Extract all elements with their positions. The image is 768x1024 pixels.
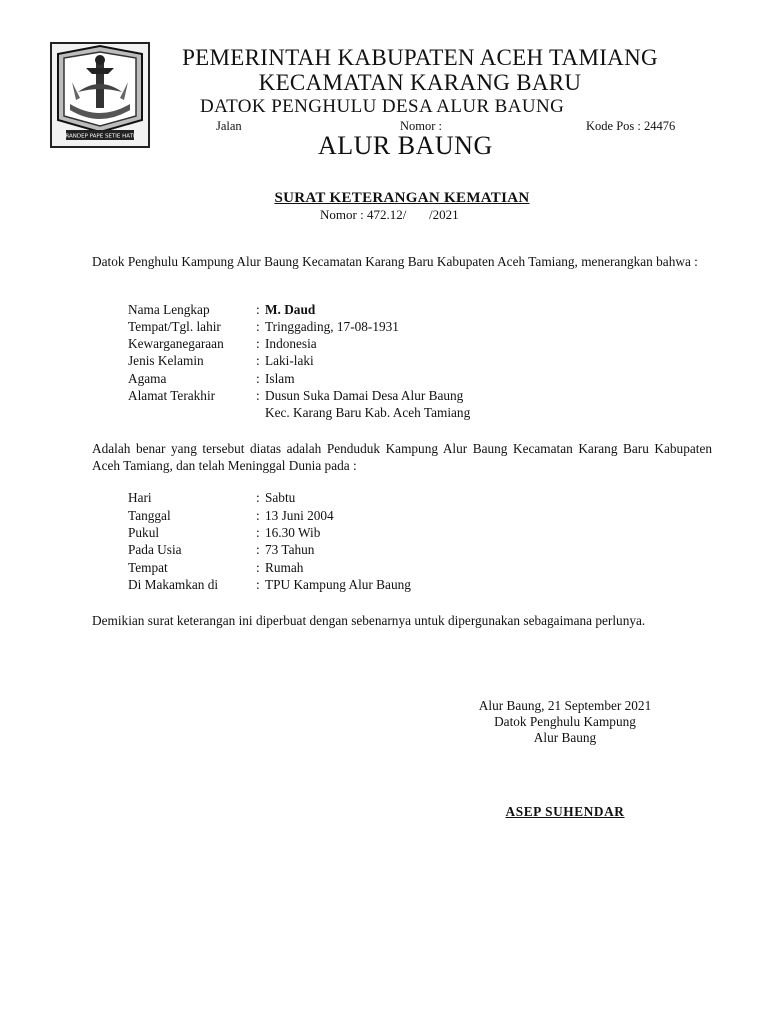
field-label: Tanggal bbox=[128, 508, 171, 523]
field-value-line2: Kec. Karang Baru Kab. Aceh Tamiang bbox=[265, 405, 471, 420]
header-government: PEMERINTAH KABUPATEN ACEH TAMIANG bbox=[182, 45, 658, 70]
field-value: 16.30 Wib bbox=[265, 525, 321, 540]
field-label: Di Makamkan di bbox=[128, 577, 219, 592]
field-value: M. Daud bbox=[265, 302, 316, 317]
field-separator: : bbox=[256, 490, 260, 505]
field-separator: : bbox=[256, 336, 260, 351]
field-label: Pada Usia bbox=[128, 542, 182, 557]
field-separator: : bbox=[256, 302, 260, 317]
field-label: Agama bbox=[128, 371, 167, 386]
intro-paragraph: Datok Penghulu Kampung Alur Baung Kecamatan Karang Baru Kabupaten Aceh Tamiang, menerangkan bahwa : bbox=[92, 254, 698, 269]
header-village-head: DATOK PENGHULU DESA ALUR BAUNG bbox=[200, 96, 565, 117]
field-separator: : bbox=[256, 525, 260, 540]
field-separator: : bbox=[256, 319, 260, 334]
document-title: SURAT KETERANGAN KEMATIAN bbox=[274, 190, 530, 206]
field-separator: : bbox=[256, 353, 260, 368]
field-label: Tempat/Tgl. lahir bbox=[128, 319, 221, 334]
aceh-tamiang-emblem bbox=[50, 42, 150, 148]
signature-place-date: Alur Baung, 21 September 2021 bbox=[478, 698, 652, 713]
field-value: Islam bbox=[265, 371, 295, 386]
emblem-motto: RANDEP PAPE SETIE HATI bbox=[65, 133, 135, 140]
header-district: KECAMATAN KARANG BARU bbox=[258, 70, 582, 95]
field-label: Nama Lengkap bbox=[128, 302, 210, 317]
signature-place: Alur Baung bbox=[533, 730, 597, 745]
field-label: Tempat bbox=[128, 560, 168, 575]
field-label: Alamat Terakhir bbox=[128, 388, 216, 403]
field-separator: : bbox=[256, 508, 260, 523]
field-value: TPU Kampung Alur Baung bbox=[265, 577, 411, 592]
field-separator: : bbox=[256, 388, 260, 403]
field-value: Dusun Suka Damai Desa Alur Baung bbox=[265, 388, 464, 403]
field-value: Tringgading, 17-08-1931 bbox=[265, 319, 399, 334]
header-village-name: ALUR BAUNG bbox=[318, 131, 493, 160]
signatory-name: ASEP SUHENDAR bbox=[505, 804, 625, 819]
field-value: Sabtu bbox=[265, 490, 296, 505]
field-separator: : bbox=[256, 560, 260, 575]
field-value: Rumah bbox=[265, 560, 304, 575]
address-street: Jalan bbox=[216, 119, 242, 133]
field-label: Pukul bbox=[128, 525, 160, 540]
field-label: Jenis Kelamin bbox=[128, 353, 204, 368]
field-separator: : bbox=[256, 577, 260, 592]
field-separator: : bbox=[256, 542, 260, 557]
field-value: Indonesia bbox=[265, 336, 317, 351]
statement-paragraph: Adalah benar yang tersebut diatas adalah Penduduk Kampung Alur Baung Kecamatan Karang Baru Kabupaten Aceh Tamiang, dan telah Meninggal Dunia pada : bbox=[92, 441, 712, 473]
closing-paragraph: Demikian surat keterangan ini diperbuat dengan sebenarnya untuk dipergunakan sebagaimana perlunya. bbox=[92, 613, 646, 628]
field-label: Kewarganegaraan bbox=[128, 336, 224, 351]
field-value: 73 Tahun bbox=[265, 542, 315, 557]
field-value: Laki-laki bbox=[265, 353, 314, 368]
field-value: 13 Juni 2004 bbox=[265, 508, 334, 523]
address-postal-code: Kode Pos : 24476 bbox=[586, 119, 676, 133]
field-separator: : bbox=[256, 371, 260, 386]
address-number: Nomor : bbox=[400, 119, 443, 133]
field-label: Hari bbox=[128, 490, 152, 505]
signature-role: Datok Penghulu Kampung bbox=[494, 714, 636, 729]
document-number: Nomor : 472.12/ /2021 bbox=[320, 207, 459, 222]
